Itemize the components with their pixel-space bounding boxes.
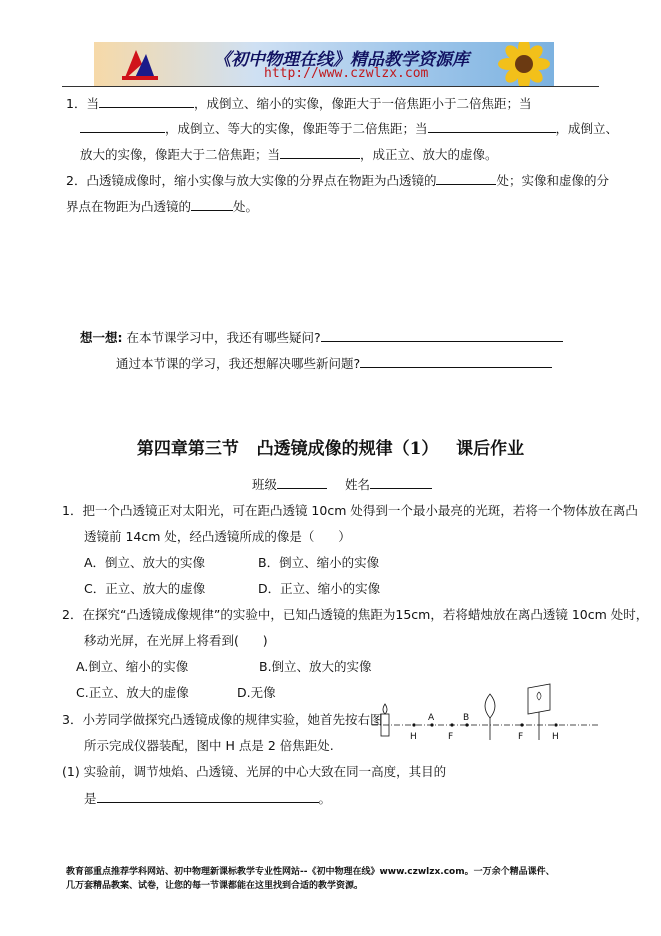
hw-q1-option-c[interactable]: C．正立、放大的虚像 <box>84 581 206 596</box>
blank[interactable] <box>80 120 165 133</box>
logo-icon <box>120 46 160 84</box>
hw-q1-option-d[interactable]: D．正立、缩小的实像 <box>258 581 381 596</box>
label-a: A <box>428 713 435 723</box>
hw-q2-option-b[interactable]: B.倒立、放大的实像 <box>259 659 372 674</box>
review-q1-line2: ，成倒立、等大的实像，像距等于二倍焦距；当 ，成倒立、 <box>80 120 618 137</box>
blank[interactable] <box>191 198 233 211</box>
point-a <box>430 723 433 726</box>
review-q1-line1: 1．当 ，成倒立、缩小的实像，像距大于一倍焦距小于二倍焦距；当 <box>66 96 532 111</box>
light-screen-icon <box>528 684 550 740</box>
homework-title: 第四章第三节 凸透镜成像的规律（1） 课后作业 <box>136 439 525 459</box>
class-name-line: 班级 姓名 <box>252 476 432 493</box>
answer-field[interactable] <box>97 790 319 803</box>
hw-q3-line2: 所示完成仪器装配，图中 H 点是 2 倍焦距处. <box>84 738 334 753</box>
footer-line2: 几万套精品教案、试卷，让您的每一节课都能在这里找到合适的教学资源。 <box>66 881 364 891</box>
label-h-right: H <box>552 732 559 742</box>
hw-q3-line1: 3．小芳同学做探究凸透镜成像的规律实验，她首先按右图 <box>62 712 383 727</box>
header-rule <box>62 86 599 87</box>
label-h-left: H <box>410 732 417 742</box>
hw-q1-line2: 透镜前 14cm 处，经凸透镜所成的像是（ ） <box>84 529 351 544</box>
label-f-right: F <box>518 732 524 742</box>
hw-q2-option-c[interactable]: C.正立、放大的虚像 <box>76 685 189 700</box>
hw-q2-line1: 2．在探究“凸透镜成像规律”的实验中，已知凸透镜的焦距为15cm，若将蜡烛放在离凸透镜 10cm 处时， <box>62 607 649 622</box>
review-q1-line3: 放大的实像，像距大于二倍焦距；当 ，成正立、放大的虚像。 <box>80 147 498 162</box>
footer-line1: 教育部重点推荐学科网站、初中物理新课标教学专业性网站--《初中物理在线》www.czwlzx.com。一万余个精品课件、 <box>66 867 555 877</box>
optical-bench-diagram <box>372 682 602 744</box>
label-b: B <box>463 713 470 723</box>
banner-url[interactable]: http://www.czwlzx.com <box>264 66 429 81</box>
hw-q1-line1: 1．把一个凸透镜正对太阳光，可在距凸透镜 10cm 处得到一个最小最亮的光斑，若将一个物体放在离凸 <box>62 503 638 518</box>
review-q2-line2: 界点在物距为凸透镜的 处。 <box>66 199 259 214</box>
think-line2: 通过本节课的学习，我还想解决哪些新问题? <box>116 355 552 372</box>
hw-q2-option-a[interactable]: A.倒立、缩小的实像 <box>76 659 189 674</box>
label-f-left: F <box>448 732 454 742</box>
point-h-left <box>412 723 415 726</box>
point-f-left <box>450 723 453 726</box>
blank[interactable] <box>99 95 194 108</box>
point-b <box>465 723 468 726</box>
think-answer-1[interactable] <box>321 329 563 342</box>
banner-title: 《初中物理在线》精品教学资源库 <box>214 50 469 70</box>
hw-q2-line2: 移动光屏，在光屏上将看到( ) <box>84 633 268 648</box>
hw-q1-option-a[interactable]: A．倒立、放大的实像 <box>84 555 206 570</box>
sunflower-icon <box>494 42 554 86</box>
hw-q1-option-b[interactable]: B．倒立、缩小的实像 <box>258 555 380 570</box>
point-h-right <box>554 723 557 726</box>
hw-q2-option-d[interactable]: D.无像 <box>237 685 276 700</box>
hw-q3-sub1-line2: 是 。 <box>84 791 332 806</box>
header-banner <box>94 42 554 86</box>
hw-q3-sub1-line1: (1) 实验前，调节烛焰、凸透镜、光屏的中心大致在同一高度，其目的 <box>62 764 447 779</box>
review-q2-line1: 2．凸透镜成像时，缩小实像与放大实像的分界点在物距为凸透镜的 处；实像和虚像的分 <box>66 173 609 188</box>
convex-lens-icon <box>485 694 495 740</box>
think-label: 想一想: <box>80 330 123 345</box>
think-answer-2[interactable] <box>360 355 552 368</box>
blank[interactable] <box>428 120 556 133</box>
blank[interactable] <box>280 146 360 159</box>
candle-icon <box>381 704 389 736</box>
think-line1: 想一想: 在本节课学习中，我还有哪些疑问? <box>80 329 563 346</box>
name-field[interactable] <box>370 476 432 489</box>
point-f-right <box>520 723 523 726</box>
blank[interactable] <box>436 172 496 185</box>
class-field[interactable] <box>277 476 327 489</box>
